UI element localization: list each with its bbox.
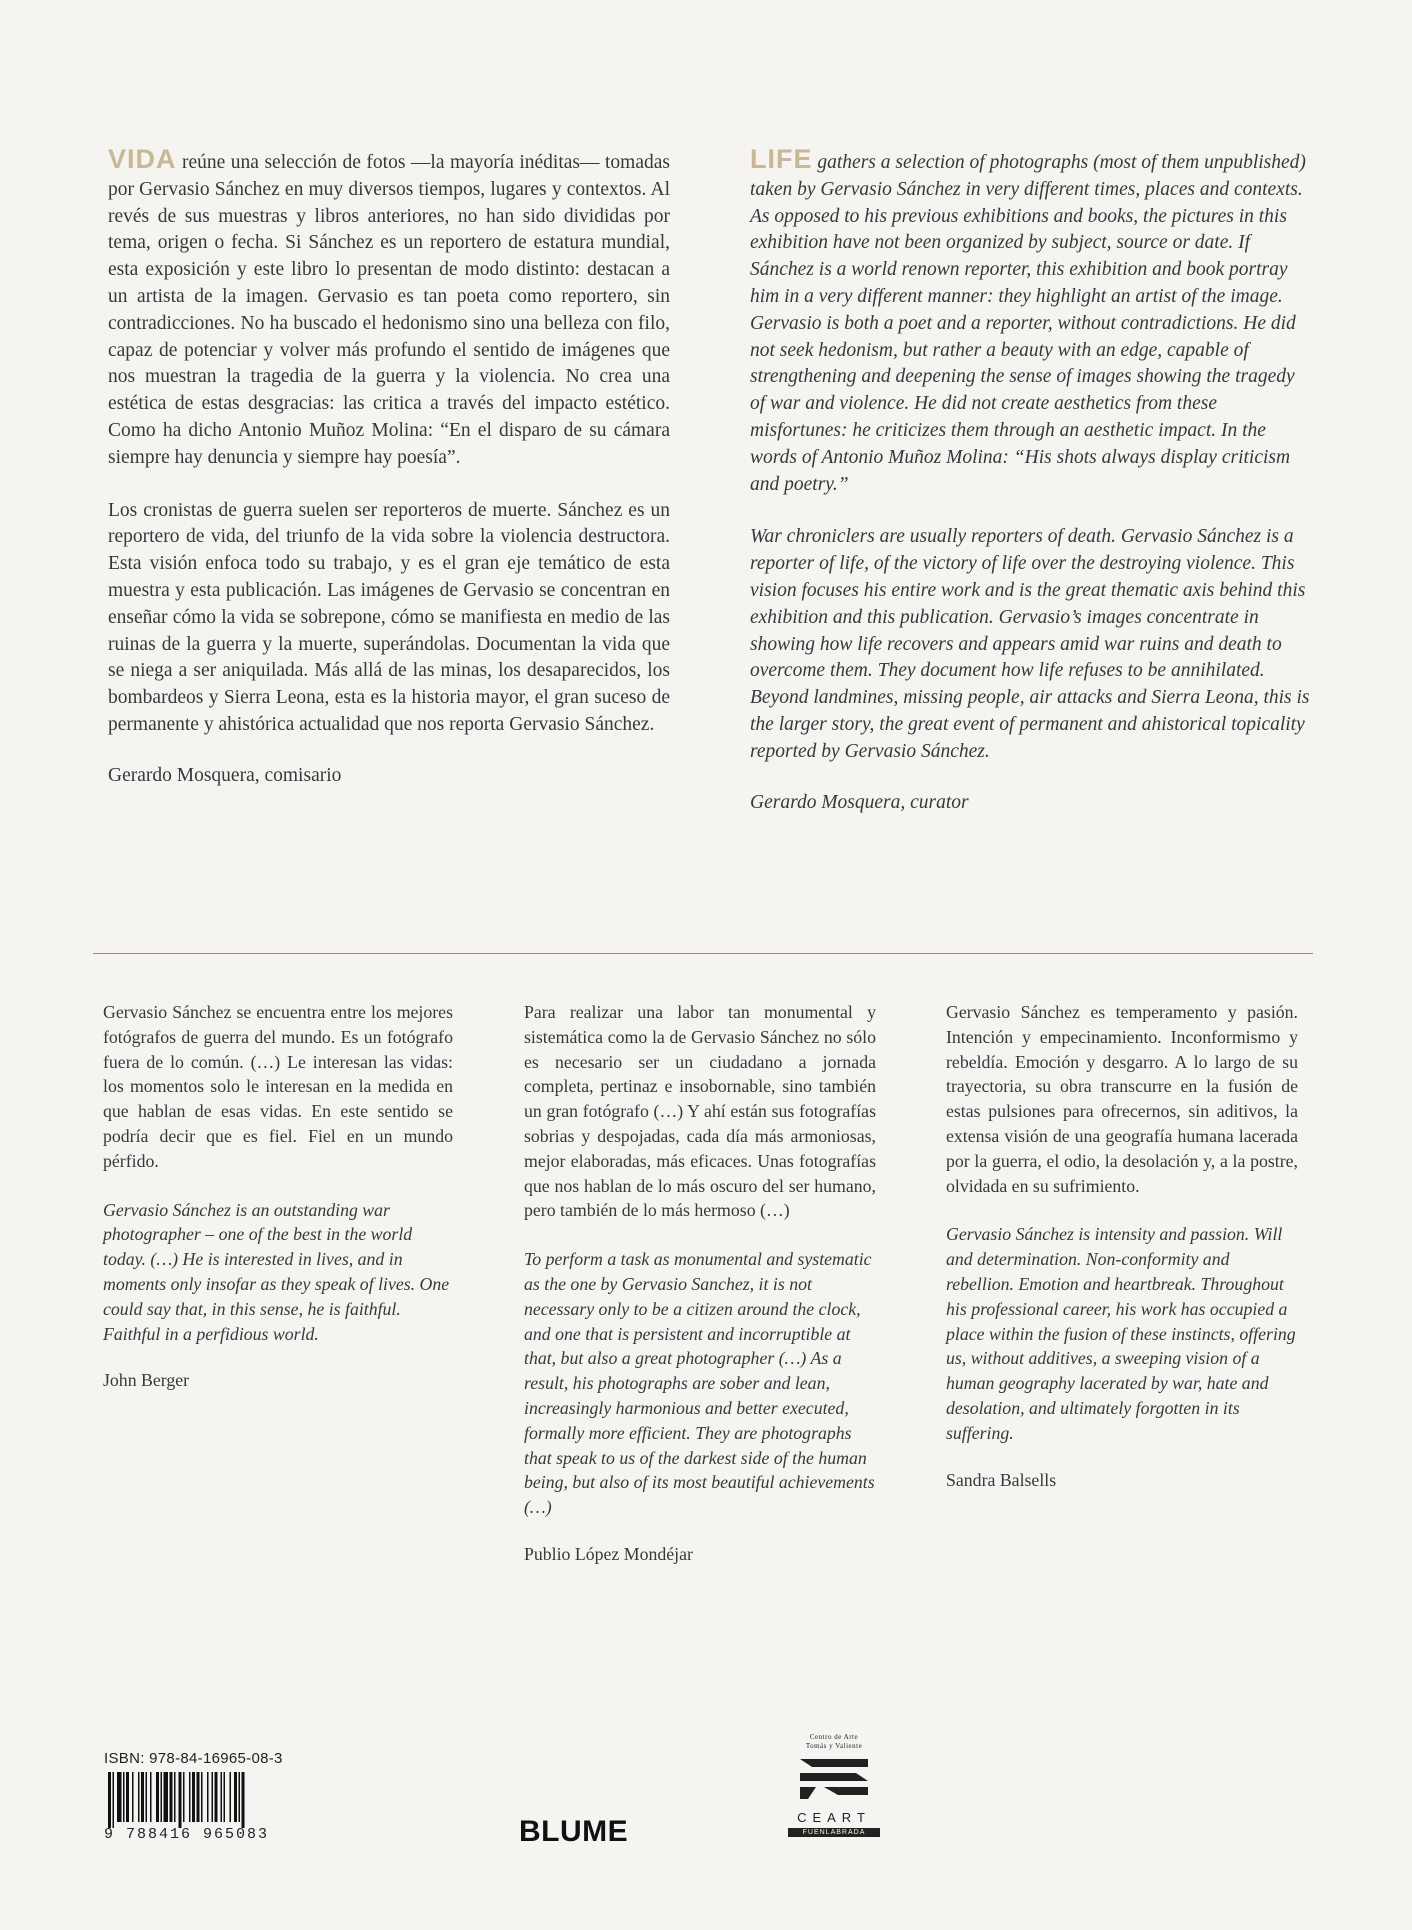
quote-2-english: To perform a task as monumental and systematic as the one by Gervasio Sanchez, it is not necessary only to be a citizen around the clock, and one that is persistent and incorruptible at that, but also a great photographer (…) As a result, his photographs are sober and lean, increasingly harmonious and better executed, formally more efficient. They are photographs that speak to us of the darkest side of the human being, but also of its most beautiful achievements (…) [524,1249,875,1518]
quote-3-author: Sandra Balsells [946,1469,1057,1490]
ceart-name: CEART [797,1810,871,1825]
english-intro [750,146,1312,814]
section-divider [93,953,1313,954]
quote-2-spanish: Para realizar una labor tan monumental y sistemática como la de Gervasio Sánchez no sólo es necesario ser un ciudadano a jornada completa, pertinaz e insobornable, sino también un gran fotógrafo (…) Y ahí están sus fotografías sobrias y despojadas, cada día más armoniosas, mejor elaboradas, más eficaces. Unas fotografías que nos hablan de lo más oscuro del ser humano, pero también de lo más hermoso (…) [524,1002,876,1221]
quote-3-english: Gervasio Sánchez is intensity and passion. Will and determination. Non-conformity and rebellion. Emotion and heartbreak. Throughout his professional career, his work has occupied a place within the fusion of these instincts, offering us, without additives, a sweeping vision of a human geography lacerated by war, hate and desolation, and ultimately forgotten in its suffering. [946,1224,1296,1443]
ceart-city: FUENLABRADA [788,1828,880,1837]
english-paragraph-1 [750,146,1312,498]
quote-1-english: Gervasio Sánchez is an outstanding war photographer – one of the best in the world today. (…) He is interested in lives, and in moments only insofar as they speak of lives. One could say that, in this sense, he is faithful. Faithful in a perfidious world. [103,1199,450,1344]
english-paragraph-1-text: gathers a selection of photographs (most of them unpublished) taken by Gervasio Sánchez in very different times, places and contexts. As opposed to his previous exhibitions and books, the pictures in this exhibition have not been organized by subject, source or date. If Sánchez is a world renown reporter, this exhibition and book portray him in a very different manner: they highlight an artist of the image. Gervasio is both a poet and a reporter, without contradictions. He did not seek hedonism, but rather a beauty with an edge, capable of strengthening and deepening the sense of images showing the tragedy of war and violence. He did not create aesthetics from these misfortunes: he criticizes them through an aesthetic impact. In the words of Antonio Muñoz Molina: “His shots always display criticism and poetry.” [750,152,1306,495]
spanish-paragraph-1-text: reúne una selección de fotos —la mayoría inéditas— tomadas por Gervasio Sánchez en muy diversos tiempos, lugares y contextos. Al revés de sus muestras y libros anteriores, no han sido divididas por tema, origen o fecha. Si Sánchez es un reportero de estatura mundial, esta exposición y este libro lo presentan de modo distinto: destacan a un artista de la imagen. Gervasio es tan poeta como reportero, sin contradicciones. No ha buscado el hedonismo sino una belleza con filo, capaz de potenciar y volver más profundo el sentido de imágenes que nos muestran la tragedia de la guerra y la violencia. No crea una estética de estas desgracias: las critica a través del impacto estético. Como ha dicho Antonio Muñoz Molina: “En el disparo de su cámara siempre hay denuncia y siempre hay poesía”. [108,152,670,468]
spanish-paragraph-1 [108,146,670,472]
ceart-logo [788,1733,880,1837]
lead-word-vida: VIDA [108,144,177,174]
isbn-label: ISBN: 978-84-16965-08-3 [104,1750,283,1767]
quote-column-3 [946,1000,1298,1491]
barcode [104,1772,304,1828]
quote-1-spanish: Gervasio Sánchez se encuentra entre los mejores fotógrafos de guerra del mundo. Es un fotógrafo fuera de lo común. (…) Le interesan las vidas: los momentos solo le interesan en la medida en que hablan de esas vidas. En este sentido se podría decir que es fiel. Fiel en un mundo pérfido. [103,1002,453,1171]
ceart-small-line-1: Centro de Arte [809,1733,859,1741]
quote-column-2 [524,1000,876,1565]
english-signature: Gerardo Mosquera, curator [750,791,969,813]
quote-column-1 [103,1000,453,1391]
spanish-intro [108,146,670,787]
publisher-logo-blume: BLUME [519,1815,629,1848]
quote-2-author: Publio López Mondéjar [524,1543,693,1564]
ceart-small-line-2: Tomás y Valiente [805,1742,863,1750]
ceart-emblem-icon [794,1751,874,1803]
english-paragraph-2: War chroniclers are usually reporters of death. Gervasio Sánchez is a reporter of life, of the victory of life over the destroying violence. This vision focuses his entire work and is the great thematic axis behind this exhibition and this publication. Gervasio’s images concentrate in showing how life recovers and appears amid war ruins and death to overcome them. They document how life refuses to be annihilated. Beyond landmines, missing people, air attacks and Sierra Leona, this is the larger story, the great event of permanent and ahistorical topicality reported by Gervasio Sánchez. [750,526,1310,762]
ean-number: 9 788416 965083 [104,1826,270,1843]
lead-word-life: LIFE [750,144,813,174]
quote-1-author: John Berger [103,1370,190,1391]
quote-3-spanish: Gervasio Sánchez es temperamento y pasión. Intención y empecinamiento. Inconformismo y rebeldía. Emoción y desgarro. A lo largo de su trayectoria, su obra transcurre en la fusión de estas pulsiones para ofrecernos, sin aditivos, la extensa visión de una geografía humana lacerada por la guerra, el odio, la desolación y, a la postre, olvidada en su sufrimiento. [946,1002,1298,1196]
spanish-signature: Gerardo Mosquera, comisario [108,764,342,786]
spanish-paragraph-2: Los cronistas de guerra suelen ser reporteros de muerte. Sánchez es un reportero de vida, del triunfo de la vida sobre la violencia destructora. Esta visión enfoca todo su trabajo, y es el gran eje temático de esta muestra y esta publicación. Las imágenes de Gervasio se concentran en enseñar cómo la vida se sobrepone, cómo se manifiesta en medio de las ruinas de la guerra y la muerte, superándolas. Documentan la vida que se niega a ser aniquilada. Más allá de las minas, los desaparecidos, los bombardeos y Sierra Leona, esta es la historia mayor, el gran suceso de permanente y ahistórica actualidad que nos reporta Gervasio Sánchez. [108,499,670,735]
